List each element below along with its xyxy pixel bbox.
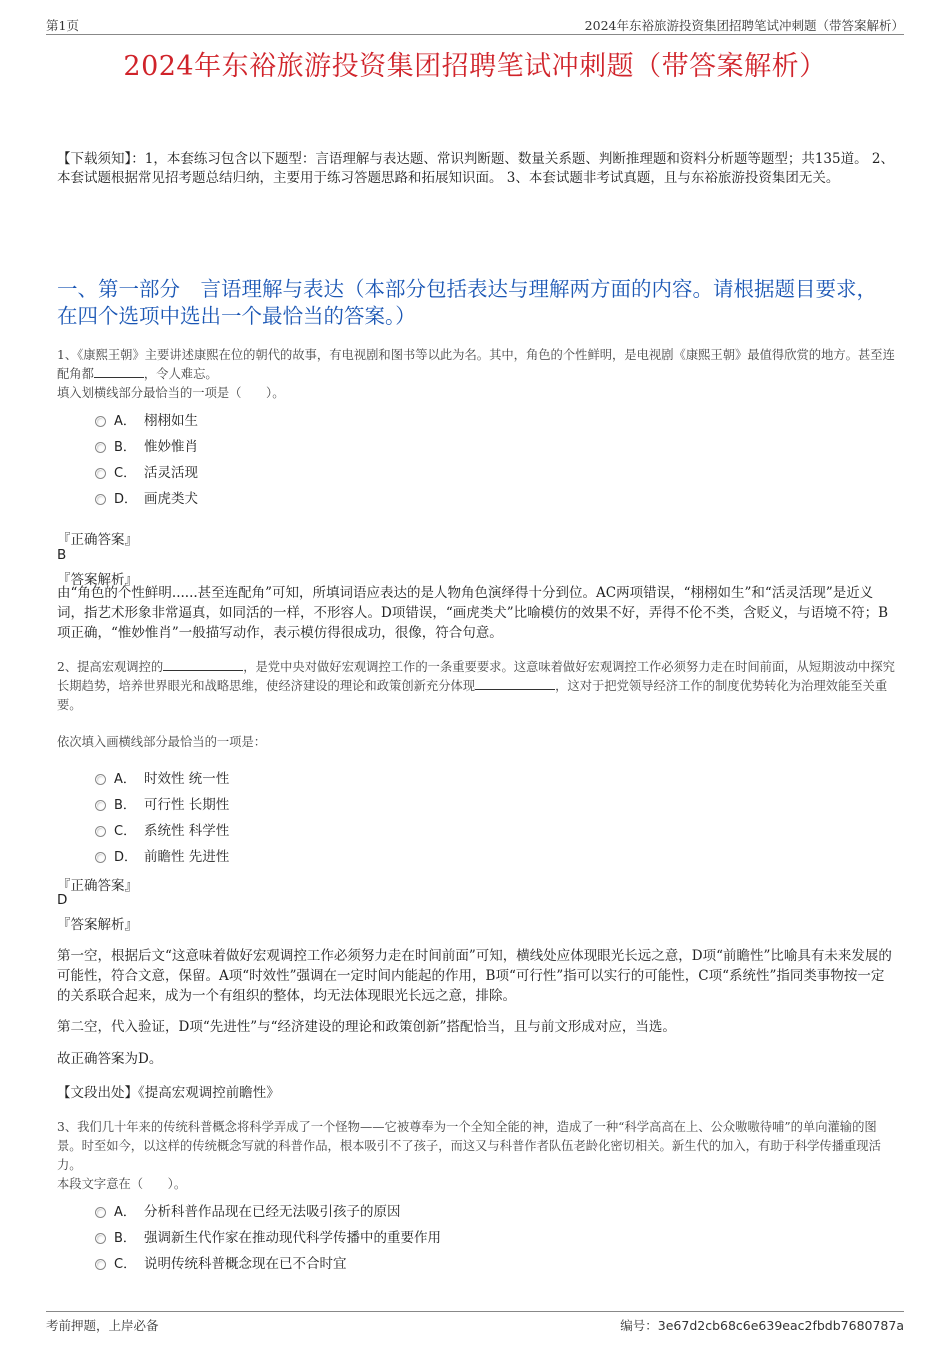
radio-icon[interactable] <box>95 1259 106 1270</box>
document-title: 2024年东裕旅游投资集团招聘笔试冲刺题（带答案解析） <box>123 51 827 82</box>
option-a[interactable]: A． 栩栩如生 <box>95 406 198 432</box>
question-1-options <box>95 406 198 510</box>
answer-conclusion: 故正确答案为D。 <box>57 1051 163 1067</box>
radio-icon[interactable] <box>95 442 106 453</box>
question-2-stem: 2、提高宏观调控的 ，是党中央对做好宏观调控工作的一条重要要求。这意味着做好宏观调控工作必须努力走在时间前面，从短期波动中探究长期趋势，培养世界眼光和战略思维，使经济建设的理论和政策创新充分体现 ，这对于把党领导经济工作的制度优势转化为治理效能至关重要。 <box>57 660 895 712</box>
page-footer <box>46 1311 904 1334</box>
analysis-label: 『答案解析』 <box>57 572 138 588</box>
page-header <box>46 14 904 35</box>
correct-answer-label: 『正确答案』 <box>57 878 138 894</box>
radio-icon[interactable] <box>95 826 106 837</box>
question-2-options <box>95 764 229 868</box>
document-code: 编号：3e67d2cb68c6e639eac2fbdb7680787a <box>620 1318 904 1333</box>
correct-answer-value: B <box>57 547 67 563</box>
question-3-prompt: 本段文字意在（ ）。 <box>57 1177 187 1191</box>
option-b[interactable]: B． 惟妙惟肖 <box>95 432 198 458</box>
correct-answer-label: 『正确答案』 <box>57 532 138 548</box>
radio-icon[interactable] <box>95 494 106 505</box>
radio-icon[interactable] <box>95 1207 106 1218</box>
option-d[interactable]: D． 前瞻性 先进性 <box>95 842 229 868</box>
option-a[interactable]: A． 分析科普作品现在已经无法吸引孩子的原因 <box>95 1197 441 1223</box>
question-1-stem: 1、《康熙王朝》主要讲述康熙在位的朝代的故事，有电视剧和图书等以此为名。其中，角色的个性鲜明，是电视剧《康熙王朝》最值得欣赏的地方。甚至连配角都 ，令人难忘。 填入划横线部分最恰当的一项是（ ）。 <box>57 348 895 400</box>
fill-blank <box>163 658 243 671</box>
option-c[interactable]: C． 系统性 科学性 <box>95 816 229 842</box>
question-3-options <box>95 1197 441 1275</box>
correct-answer-value: D <box>57 892 68 908</box>
question-2-prompt: 依次填入画横线部分最恰当的一项是： <box>57 735 267 749</box>
fill-blank <box>475 677 555 690</box>
analysis-label: 『答案解析』 <box>57 917 138 933</box>
passage-source: 【文段出处】《提高宏观调控前瞻性》 <box>57 1085 280 1101</box>
option-d[interactable]: D． 画虎类犬 <box>95 484 198 510</box>
option-c[interactable]: C． 活灵活现 <box>95 458 198 484</box>
radio-icon[interactable] <box>95 800 106 811</box>
option-b[interactable]: B． 强调新生代作家在推动现代科学传播中的重要作用 <box>95 1223 441 1249</box>
answer-explanation: 第二空，代入验证，D项“先进性”与“经济建设的理论和政策创新”搭配恰当，且与前文形成对应，当选。 <box>57 1019 676 1035</box>
page-number: 第1页 <box>46 18 79 33</box>
answer-explanation: 由“角色的个性鲜明......甚至连配角”可知，所填词语应表达的是人物角色演绎得十分到位。AC两项错误，“栩栩如生”和“活灵活现”是近义词，指艺术形象非常逼真，如同活的一样，不形容人。D项错误，“画虎类犬”比喻模仿的效果不好，弄得不伦不类，含贬义，与语境不符；B项正确，“惟妙惟肖”一般描写动作，表示模仿得很成功，很像，符合句意。 <box>57 585 889 641</box>
answer-explanation: 第一空，根据后文“这意味着做好宏观调控工作必须努力走在时间前面”可知，横线处应体现眼光长远之意，D项“前瞻性”比喻具有未来发展的可能性，符合文意，保留。A项“时效性”强调在一定时间内能起的作用，B项“可行性”指可以实行的可能性，C项“系统性”指同类事物按一定的关系联合起来，成为一个有组织的整体，均无法体现眼光长远之意，排除。 <box>57 948 892 1004</box>
radio-icon[interactable] <box>95 468 106 479</box>
option-a[interactable]: A． 时效性 统一性 <box>95 764 229 790</box>
radio-icon[interactable] <box>95 774 106 785</box>
footer-slogan: 考前押题，上岸必备 <box>46 1318 159 1333</box>
header-doc-title: 2024年东裕旅游投资集团招聘笔试冲刺题（带答案解析） <box>584 18 904 33</box>
option-c[interactable]: C． 说明传统科普概念现在已不合时宜 <box>95 1249 441 1275</box>
download-notice: 【下载须知】：1，本套练习包含以下题型：言语理解与表达题、常识判断题、数量关系题、判断推理题和资料分析题等题型；共135道。 2、本套试题根据常见招考题总结归纳，主要用于练习答题思路和拓展知识面。 3、本套试题非考试真题，且与东裕旅游投资集团无关。 <box>57 151 894 186</box>
section-heading: 一、第一部分 言语理解与表达（本部分包括表达与理解两方面的内容。请根据题目要求，在四个选项中选出一个最恰当的答案。） <box>57 277 877 328</box>
option-b[interactable]: B． 可行性 长期性 <box>95 790 229 816</box>
radio-icon[interactable] <box>95 852 106 863</box>
radio-icon[interactable] <box>95 1233 106 1244</box>
fill-blank <box>94 365 144 378</box>
question-3-stem: 3、我们几十年来的传统科普概念将科学弄成了一个怪物——它被尊奉为一个全知全能的神，造成了一种“科学高高在上、公众嗷嗷待哺”的单向灌输的图景。时至如今，以这样的传统概念写就的科普作品，根本吸引不了孩子，而这又与科普作者队伍老龄化密切相关。新生代的加入，有助于科学传播重现活力。 本段文字意在（ ）。 <box>57 1120 881 1191</box>
radio-icon[interactable] <box>95 416 106 427</box>
question-1-prompt: 填入划横线部分最恰当的一项是（ ）。 <box>57 386 285 400</box>
